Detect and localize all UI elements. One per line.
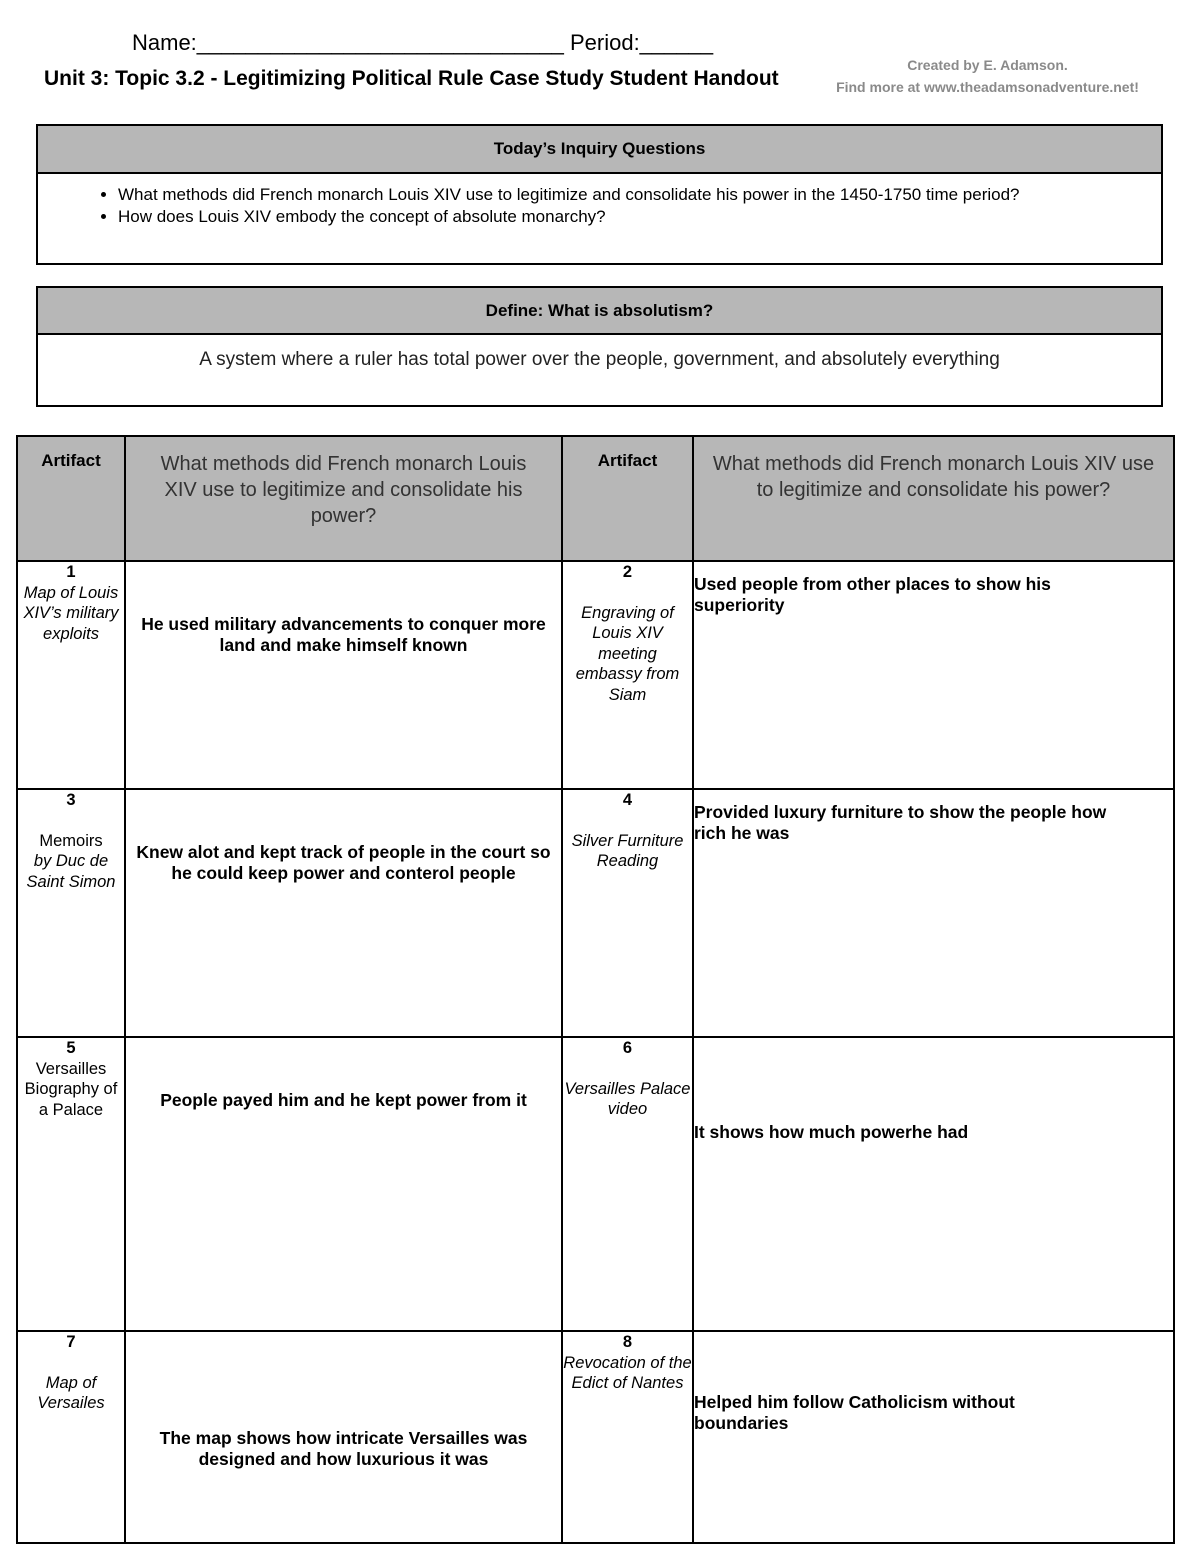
question-column-header: What methods did French monarch Louis XIV use to legitimize and consolidate his power? [693,436,1174,561]
define-answer[interactable]: A system where a ruler has total power over the people, government, and absolutely everything [199,349,1000,370]
artifact-cell [17,1037,125,1331]
artifact-cell [17,789,125,1037]
artifact-number: 5 [66,1039,76,1057]
inquiry-question: • What methods did French monarch Louis XIV use to legitimize and consolidate his power in the 1450-1750 time period? [118,184,1121,206]
define-box [36,286,1163,407]
artifact-title: Map of Versailes [37,1373,105,1412]
artifact-title-plain: Memoirs [39,831,103,850]
answer-cell[interactable]: Provided luxury furniture to show the people how rich he was [693,789,1174,1037]
artifact-number: 1 [66,563,76,581]
artifact-cell [562,561,693,789]
artifact-number: 2 [622,563,633,581]
artifact-title: Engraving of Louis XIV meeting embassy from Siam [575,603,680,704]
answer-cell[interactable]: It shows how much powerhe had [693,1037,1174,1331]
artifact-table [16,435,1175,1544]
inquiry-list [38,174,1161,228]
table-row [17,1037,1174,1331]
artifact-cell [17,561,125,789]
artifact-title: Map of Louis XIV’s military exploits [23,583,119,643]
answer-cell[interactable]: Helped him follow Catholicism without boundaries [693,1331,1174,1543]
artifact-column-header: Artifact [17,436,125,561]
credit-author: Created by E. Adamson. [907,57,1068,73]
inquiry-questions-box [36,124,1163,265]
artifact-cell [562,1037,693,1331]
table-row [17,561,1174,789]
credit-website: Find more at www.theadamsonadventure.net! [836,79,1139,95]
answer-cell[interactable]: Used people from other places to show his superiority [693,561,1174,789]
artifact-title: Versailles Palace video [564,1079,691,1118]
artifact-title: by Duc de Saint Simon [26,852,116,891]
credit-block [790,54,1185,98]
page-title: Unit 3: Topic 3.2 - Legitimizing Political Rule Case Study Student Handout [44,67,779,90]
name-period-line: Name:______________________________ Period:______ [132,30,714,55]
artifact-title: Revocation of the Edict of Nantes [563,1353,692,1392]
answer-cell[interactable]: Knew alot and kept track of people in the court so he could keep power and conterol people [125,789,562,1037]
artifact-title: Versailles Biography of a Palace [24,1059,118,1119]
artifact-cell [562,789,693,1037]
artifact-number: 8 [622,1333,633,1351]
artifact-number: 6 [622,1039,633,1057]
artifact-number: 7 [66,1333,76,1351]
artifact-title: Silver Furniture Reading [571,831,684,870]
inquiry-question: • How does Louis XIV embody the concept of absolute monarchy? [118,206,1121,228]
artifact-column-header: Artifact [562,436,693,561]
answer-cell[interactable]: People payed him and he kept power from it [125,1037,562,1331]
answer-cell[interactable]: He used military advancements to conquer more land and make himself known [125,561,562,789]
inquiry-heading: Today’s Inquiry Questions [38,126,1161,174]
artifact-cell [562,1331,693,1543]
question-column-header: What methods did French monarch Louis XIV use to legitimize and consolidate his power? [125,436,562,561]
table-header-row [17,436,1174,561]
answer-cell[interactable]: The map shows how intricate Versailles was designed and how luxurious it was [125,1331,562,1543]
artifact-number: 4 [622,791,633,809]
artifact-number: 3 [66,791,76,809]
table-row [17,1331,1174,1543]
define-heading: Define: What is absolutism? [38,288,1161,335]
table-row [17,789,1174,1037]
artifact-cell [17,1331,125,1543]
